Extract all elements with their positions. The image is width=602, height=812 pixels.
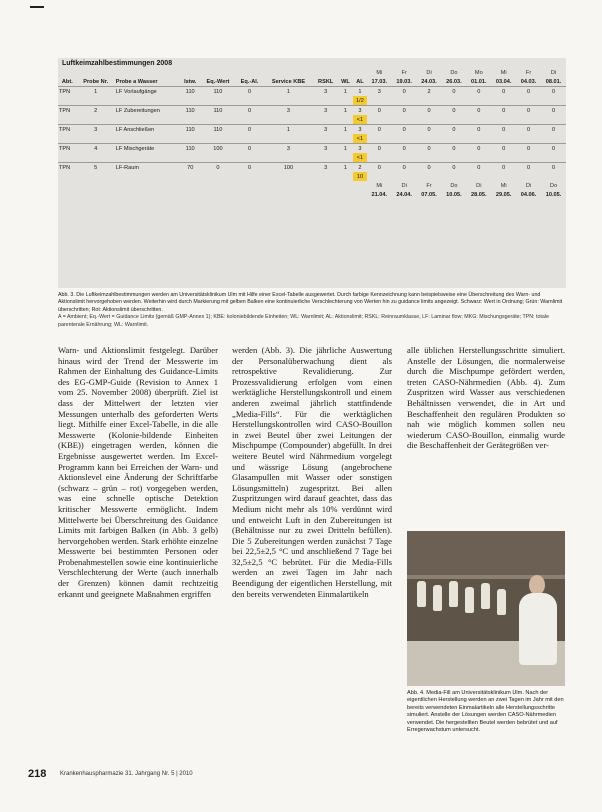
row-value: 0 xyxy=(442,125,467,135)
row-rskl: 3 xyxy=(313,163,337,173)
empty-cell xyxy=(236,190,264,199)
weekday-header-row-cell: Fr xyxy=(401,69,407,76)
weekday-header-row-2-cell: Do xyxy=(450,182,458,189)
empty-cell xyxy=(417,172,442,181)
empty-cell xyxy=(392,153,417,163)
empty-cell xyxy=(264,68,314,77)
empty-cell xyxy=(491,134,516,144)
row-al-value: 3 xyxy=(353,106,367,116)
date-header: 10.05. xyxy=(446,191,462,198)
weekday-header-row-2-cell: Di xyxy=(476,182,482,189)
row-probe: LF Mischgeräte xyxy=(115,144,180,154)
empty-cell xyxy=(200,153,235,163)
empty-cell xyxy=(313,96,337,106)
empty-cell xyxy=(417,96,442,106)
row-eq: 100 xyxy=(200,144,235,154)
row-abt: TPN xyxy=(58,163,77,173)
row-value: 0 xyxy=(516,106,541,116)
empty-cell xyxy=(491,96,516,106)
empty-cell xyxy=(180,190,200,199)
row-value: 0 xyxy=(367,106,392,116)
row-al-value: 3 xyxy=(353,144,367,154)
row-nr: 2 xyxy=(77,106,115,116)
row-rskl: 3 xyxy=(313,87,337,97)
row-mean-marker: 1/2 xyxy=(353,96,367,106)
column-header: WL xyxy=(341,78,350,85)
row-istw: 110 xyxy=(180,125,200,135)
row-nr: 4 xyxy=(77,144,115,154)
empty-cell xyxy=(200,96,235,106)
row-eq: 0 xyxy=(200,163,235,173)
row-value: 3 xyxy=(367,87,392,97)
row-al: 0 xyxy=(236,125,264,135)
row-service: 3 xyxy=(264,106,314,116)
empty-cell xyxy=(353,181,367,190)
date-header: 29.05. xyxy=(495,191,512,198)
date-header: 04.03. xyxy=(520,78,537,85)
empty-cell xyxy=(200,68,235,77)
empty-cell xyxy=(313,181,337,190)
table-subrow xyxy=(58,115,566,125)
row-value: 0 xyxy=(541,125,566,135)
empty-cell xyxy=(417,115,442,125)
row-wl: 1 xyxy=(338,106,353,116)
empty-cell xyxy=(466,153,491,163)
table-subrow xyxy=(58,96,566,106)
row-value: 0 xyxy=(466,125,491,135)
empty-cell xyxy=(77,96,115,106)
empty-cell xyxy=(313,115,337,125)
photo-bag xyxy=(481,583,490,609)
column-header-row xyxy=(58,77,566,87)
row-value: 0 xyxy=(392,106,417,116)
date-header: 17.03. xyxy=(371,78,388,85)
row-al-value: 1 xyxy=(353,87,367,97)
table-subrow xyxy=(58,172,566,181)
row-service: 1 xyxy=(264,87,314,97)
row-value: 0 xyxy=(466,87,491,97)
date-header: 24.04. xyxy=(396,191,412,198)
journal-footer: Krankenhauspharmazie 31. Jahrgang Nr. 5 | 2010 xyxy=(60,771,193,777)
row-value: 0 xyxy=(541,106,566,116)
row-value: 0 xyxy=(516,125,541,135)
photo-person xyxy=(519,593,557,665)
row-value: 0 xyxy=(392,163,417,173)
empty-cell xyxy=(417,134,442,144)
empty-cell xyxy=(516,153,541,163)
table-row xyxy=(58,144,566,154)
empty-cell xyxy=(115,172,180,181)
empty-cell xyxy=(77,68,115,77)
empty-cell xyxy=(115,134,180,144)
row-value: 2 xyxy=(417,87,442,97)
column-header: Probe Nr. xyxy=(83,78,109,85)
row-al-value: 3 xyxy=(353,125,367,135)
empty-cell xyxy=(236,68,264,77)
photo-bag xyxy=(433,585,442,611)
empty-cell xyxy=(236,115,264,125)
results-table xyxy=(58,68,566,199)
row-service: 3 xyxy=(264,144,314,154)
empty-cell xyxy=(338,172,353,181)
empty-cell xyxy=(77,134,115,144)
empty-cell xyxy=(313,68,337,77)
empty-cell xyxy=(541,153,566,163)
empty-cell xyxy=(180,153,200,163)
row-mean-marker: <1 xyxy=(353,115,367,125)
empty-cell xyxy=(541,134,566,144)
corner-mark xyxy=(30,6,44,8)
empty-cell xyxy=(442,153,467,163)
photo-bag xyxy=(449,581,458,607)
empty-cell xyxy=(58,115,77,125)
empty-cell xyxy=(541,115,566,125)
column-header: Abt. xyxy=(61,78,73,85)
empty-cell xyxy=(115,96,180,106)
empty-cell xyxy=(367,172,392,181)
row-service: 1 xyxy=(264,125,314,135)
weekday-header-row-cell: Mi xyxy=(376,69,383,76)
empty-cell xyxy=(338,134,353,144)
page-number: 218 xyxy=(28,768,47,780)
empty-cell xyxy=(264,181,314,190)
weekday-header-row-cell: Do xyxy=(450,69,458,76)
row-value: 0 xyxy=(516,87,541,97)
row-istw: 110 xyxy=(180,87,200,97)
column-header: Probe a Wasser xyxy=(115,78,158,85)
row-istw: 70 xyxy=(180,163,200,173)
empty-cell xyxy=(466,96,491,106)
row-abt: TPN xyxy=(58,106,77,116)
date-header: 19.03. xyxy=(396,78,412,85)
weekday-header-row-cell: Di xyxy=(550,69,557,76)
row-probe: LF Vorlaufgänge xyxy=(115,87,180,97)
text-column-2 xyxy=(232,345,392,599)
photo-person-head xyxy=(529,575,545,595)
row-value: 0 xyxy=(417,144,442,154)
empty-cell xyxy=(58,96,77,106)
empty-cell xyxy=(541,96,566,106)
empty-cell xyxy=(392,172,417,181)
row-value: 0 xyxy=(367,125,392,135)
weekday-header-row-cell: Di xyxy=(426,69,432,76)
row-value: 0 xyxy=(516,163,541,173)
empty-cell xyxy=(180,181,200,190)
empty-cell xyxy=(313,153,337,163)
empty-cell xyxy=(442,134,467,144)
row-value: 0 xyxy=(367,163,392,173)
row-value: 0 xyxy=(442,106,467,116)
column-1-text: Warn- und Aktionslimit festgelegt. Darüber hinaus wird der Trend der Messwerte im Rahmen der Einhaltung des Guidance-Limits des EG-GMP-Guide (Revision to Annex 1 vom 25. November 2008) überprüft. Ziel ist dass der Mittelwert der letzten vier Messungen unterhalb des geforderten Werts liegt. Mithilfe einer Excel-Tabelle, in die alle Messwerte (Kolonie-bildende Einheiten (KBE)) eingetragen werden, können die Ergebnisse ausgewertet werden. Im Excel-Programm kann bei Erreichen der Warn- und Aktionslevel eine Änderung der Schriftfarbe (schwarz – grün – rot) vorgegeben werden, was eine schnelle optische Detektion kritischer Messwerte ermöglicht. Indem Mittelwerte bei Überschreitung des Guidance Limits mit farbigen Balken (in Abb. 3 gelb) hervorgehoben werden. Stark erhöhte einzelne Messwerte bei bestimmten Personen oder Probenahmestellen sowie eine kontinuierliche Verschlechterung der Werte (auch innerhalb der Grenzen) können damit rechtzeitig erkannt und geeignete Maßnahmen ergriffen xyxy=(58,345,218,599)
empty-cell xyxy=(313,134,337,144)
empty-cell xyxy=(115,153,180,163)
empty-cell xyxy=(338,153,353,163)
table-subrow xyxy=(58,153,566,163)
row-abt: TPN xyxy=(58,87,77,97)
empty-cell xyxy=(200,190,235,199)
row-value: 0 xyxy=(417,125,442,135)
row-mean-marker: <1 xyxy=(353,134,367,144)
row-value: 0 xyxy=(491,144,516,154)
empty-cell xyxy=(180,96,200,106)
empty-cell xyxy=(442,172,467,181)
empty-cell xyxy=(115,190,180,199)
empty-cell xyxy=(77,153,115,163)
photo-bag xyxy=(497,589,506,615)
row-wl: 1 xyxy=(338,87,353,97)
row-value: 0 xyxy=(541,144,566,154)
empty-cell xyxy=(115,68,180,77)
row-mean-marker: <1 xyxy=(353,153,367,163)
empty-cell xyxy=(77,172,115,181)
empty-cell xyxy=(77,181,115,190)
empty-cell xyxy=(516,172,541,181)
row-value: 0 xyxy=(466,106,491,116)
date-header: 07.05. xyxy=(421,191,437,198)
empty-cell xyxy=(264,153,314,163)
empty-cell xyxy=(491,115,516,125)
table-row xyxy=(58,125,566,135)
caption-abbreviations: A = Ambient; Eq.-Wert = Guidance Limits (gemäß GMP-Annex 1); KBE: koloniebildende Einheiten; WL: Warnlimit; AL: Aktionslimit; RSKL: Reinraumklasse, LF: Laminar flow; MKG: Mischungsgeräte; TPN: totale parenterale Ernährung; WL: Warnlimit. xyxy=(58,314,549,328)
empty-cell xyxy=(313,190,337,199)
empty-cell xyxy=(367,134,392,144)
column-3-text: alle üblichen Herstellungsschritte simuliert. Anstelle der Lösungen, die normalerweise durch die Mischpumpe gefördert werden, treten CASO-Nährmedien (Abb. 4). Zum Zuspritzen wird Wasser aus verschiedenen Behältnissen verwendet, die in Art und Beschaffenheit den regulären Produkten so nah wie möglich kommen sollen neu wiederum CASO-Bouillon, einmalig wurde die Beschaffenheit der Gerätegrößen ver- xyxy=(407,345,565,451)
row-value: 0 xyxy=(491,125,516,135)
date-header: 08.01. xyxy=(545,78,562,85)
empty-cell xyxy=(392,134,417,144)
empty-cell xyxy=(236,134,264,144)
row-value: 0 xyxy=(392,144,417,154)
empty-cell xyxy=(200,172,235,181)
empty-cell xyxy=(392,115,417,125)
empty-cell xyxy=(58,190,77,199)
row-al: 0 xyxy=(236,87,264,97)
row-nr: 3 xyxy=(77,125,115,135)
empty-cell xyxy=(338,96,353,106)
figure-4-caption: Abb. 4. Media-Fill am Universitätsklinikum Ulm. Nach der eigentlichen Herstellung werden an zwei Tagen im Jahr mit den bereits verwendeten Einmalartikeln alle Herstellungsschritte simuliert. Anstelle der Lösungen werden CASO-Nährmedien verwendet. Die hergestellten Beutel werden bebrütet und auf Erregerwachstum untersucht. xyxy=(407,690,564,734)
empty-cell xyxy=(58,172,77,181)
empty-cell xyxy=(338,181,353,190)
empty-cell xyxy=(367,115,392,125)
table-row xyxy=(58,106,566,116)
column-2-text: werden (Abb. 3). Die jährliche Auswertung der Personalüberwachung dient als retrospektive Revalidierung. Zur Prozessvalidierung erfolgen vom einen werktägliche Herstellungskontroll und einem anderen zweimal jährlich stattfindende „Media-Fills“. Für die werktäglichen Herstellungskontrollen wird CASO-Bouillon in zwei Beutel über zwei Leitungen der Mischpumpe (Compounder) abgefüllt. In drei weitere Beutel wird Nährmedium vorgelegt und wässrige Lösung (angebrochene Glasampullen mit Wasser oder sonstigen Lösungsmitteln) zugespritzt. Bei allen Zuspritzungen wird darauf geachtet, dass das Medium nicht mehr als 10% verdünnt wird und entweicht Luft in den Zubereitungen ist (Behältnisse nur zu zwei Dritteln befüllen). Die 5 Zubereitungen werden zunächst 7 Tage bei 22,5±2,5 °C und anschließend 7 Tage bei 32,5±2,5 °C bebrütet. Für die Media-Fills werden an zwei Tagen im Jahr nach Beendigung der eigentlichen Herstellung, mit den bereits verwendeten Einmalartikeln xyxy=(232,345,392,599)
text-column-3 xyxy=(407,345,565,451)
text-column-1 xyxy=(58,345,218,599)
row-value: 0 xyxy=(541,163,566,173)
table-subrow xyxy=(58,134,566,144)
empty-cell xyxy=(200,134,235,144)
caption-main: Abb. 3. Die Luftkeimzahlbestimmungen werden am Universitätsklinikum Ulm mit Hilfe einer Excel-Tabelle ausgewertet. Durch farbige Kennzeichnung kann beispielsweise eine Überschreitung des Warn- und Aktionslimit hervorgehoben werden. Weiterhin wird durch Markierung mit gelben Balken eine kontinuierliche Verschlechterung von Werten hin zu guidance limits angezeigt. Schwarz: Wert in Ordnung; Grün: Warnlimit überschritten; Rot: Aktionslimit überschritten. xyxy=(58,292,563,313)
empty-cell xyxy=(466,134,491,144)
date-header: 26.03. xyxy=(446,78,462,85)
table-title: Luftkeimzahlbestimmungen 2008 xyxy=(62,60,173,67)
photo-bag xyxy=(417,581,426,607)
row-value: 0 xyxy=(466,144,491,154)
column-header: Service KBE xyxy=(271,78,306,85)
row-wl: 1 xyxy=(338,125,353,135)
empty-cell xyxy=(338,115,353,125)
empty-cell xyxy=(236,172,264,181)
empty-cell xyxy=(516,96,541,106)
weekday-header-row-2-cell: Mi xyxy=(500,182,507,189)
row-mean-marker: 10 xyxy=(353,172,367,181)
empty-cell xyxy=(180,68,200,77)
row-value: 0 xyxy=(417,106,442,116)
row-nr: 5 xyxy=(77,163,115,173)
date-header: 28.05. xyxy=(471,191,487,198)
date-header: 01.01. xyxy=(471,78,487,85)
weekday-header-row-cell: Fr xyxy=(525,69,532,76)
row-value: 0 xyxy=(466,163,491,173)
empty-cell xyxy=(392,96,417,106)
column-header: Istw. xyxy=(184,78,197,85)
empty-cell xyxy=(466,172,491,181)
weekday-header-row-2-cell: Fr xyxy=(426,182,432,189)
row-abt: TPN xyxy=(58,125,77,135)
empty-cell xyxy=(200,115,235,125)
row-eq: 110 xyxy=(200,106,235,116)
empty-cell xyxy=(442,96,467,106)
empty-cell xyxy=(264,190,314,199)
row-value: 0 xyxy=(442,163,467,173)
empty-cell xyxy=(541,172,566,181)
empty-cell xyxy=(180,172,200,181)
row-probe: LF Anschließen xyxy=(115,125,180,135)
date-header: 04.06. xyxy=(520,191,537,198)
weekday-header-row-cell: Mo xyxy=(474,69,483,76)
row-istw: 110 xyxy=(180,144,200,154)
row-value: 0 xyxy=(516,144,541,154)
empty-cell xyxy=(516,115,541,125)
empty-cell xyxy=(77,115,115,125)
row-value: 0 xyxy=(541,87,566,97)
empty-cell xyxy=(264,96,314,106)
row-value: 0 xyxy=(491,163,516,173)
empty-cell xyxy=(353,190,367,199)
media-fill-photo xyxy=(407,531,565,686)
row-value: 0 xyxy=(442,87,467,97)
row-al-value: 2 xyxy=(353,163,367,173)
empty-cell xyxy=(417,153,442,163)
date-header: 03.04. xyxy=(495,78,512,85)
weekday-header-row-2-cell: Do xyxy=(549,182,558,189)
empty-cell xyxy=(264,115,314,125)
empty-cell xyxy=(442,115,467,125)
figure-3-caption xyxy=(58,292,566,329)
row-eq: 110 xyxy=(200,87,235,97)
empty-cell xyxy=(58,68,77,77)
row-value: 0 xyxy=(417,163,442,173)
empty-cell xyxy=(353,68,367,77)
empty-cell xyxy=(180,115,200,125)
empty-cell xyxy=(338,190,353,199)
row-value: 0 xyxy=(392,87,417,97)
row-istw: 110 xyxy=(180,106,200,116)
empty-cell xyxy=(516,134,541,144)
empty-cell xyxy=(58,134,77,144)
column-header: RSKL xyxy=(318,78,334,85)
row-value: 0 xyxy=(392,125,417,135)
empty-cell xyxy=(491,153,516,163)
empty-cell xyxy=(115,181,180,190)
empty-cell xyxy=(180,134,200,144)
date-header: 10.05. xyxy=(545,191,562,198)
row-eq: 110 xyxy=(200,125,235,135)
empty-cell xyxy=(58,181,77,190)
row-al: 0 xyxy=(236,163,264,173)
empty-cell xyxy=(236,181,264,190)
table-row xyxy=(58,163,566,173)
date-header: 24.03. xyxy=(421,78,437,85)
column-header: AL xyxy=(356,78,364,85)
empty-cell xyxy=(367,153,392,163)
empty-cell xyxy=(200,181,235,190)
row-nr: 1 xyxy=(77,87,115,97)
row-rskl: 3 xyxy=(313,106,337,116)
empty-cell xyxy=(58,153,77,163)
row-wl: 1 xyxy=(338,163,353,173)
column-header: Eq.-Wert xyxy=(206,78,230,85)
row-rskl: 3 xyxy=(313,125,337,135)
row-rskl: 3 xyxy=(313,144,337,154)
empty-cell xyxy=(264,172,314,181)
empty-cell xyxy=(367,96,392,106)
empty-cell xyxy=(236,153,264,163)
empty-cell xyxy=(338,68,353,77)
weekday-header-row-2 xyxy=(58,181,566,190)
row-probe: LF Zubereitungen xyxy=(115,106,180,116)
weekday-header-row-cell: Mi xyxy=(500,69,507,76)
date-header-row-2 xyxy=(58,190,566,199)
photo-wall xyxy=(407,531,565,575)
row-al: 0 xyxy=(236,144,264,154)
column-header: Eq.-Al. xyxy=(240,78,259,85)
row-value: 0 xyxy=(442,144,467,154)
weekday-header-row-2-cell: Mi xyxy=(376,182,383,189)
row-probe: LF-Raum xyxy=(115,163,180,173)
weekday-header-row xyxy=(58,68,566,77)
row-wl: 1 xyxy=(338,144,353,154)
empty-cell xyxy=(264,134,314,144)
weekday-header-row-2-cell: Di xyxy=(525,182,532,189)
empty-cell xyxy=(236,96,264,106)
empty-cell xyxy=(466,115,491,125)
row-service: 100 xyxy=(264,163,314,173)
empty-cell xyxy=(77,190,115,199)
row-value: 0 xyxy=(491,87,516,97)
row-value: 0 xyxy=(367,144,392,154)
row-value: 0 xyxy=(491,106,516,116)
empty-cell xyxy=(313,172,337,181)
date-header: 21.04. xyxy=(371,191,388,198)
empty-cell xyxy=(491,172,516,181)
row-abt: TPN xyxy=(58,144,77,154)
table-row xyxy=(58,87,566,97)
row-al: 0 xyxy=(236,106,264,116)
weekday-header-row-2-cell: Di xyxy=(401,182,407,189)
empty-cell xyxy=(115,115,180,125)
photo-bag xyxy=(465,587,474,613)
